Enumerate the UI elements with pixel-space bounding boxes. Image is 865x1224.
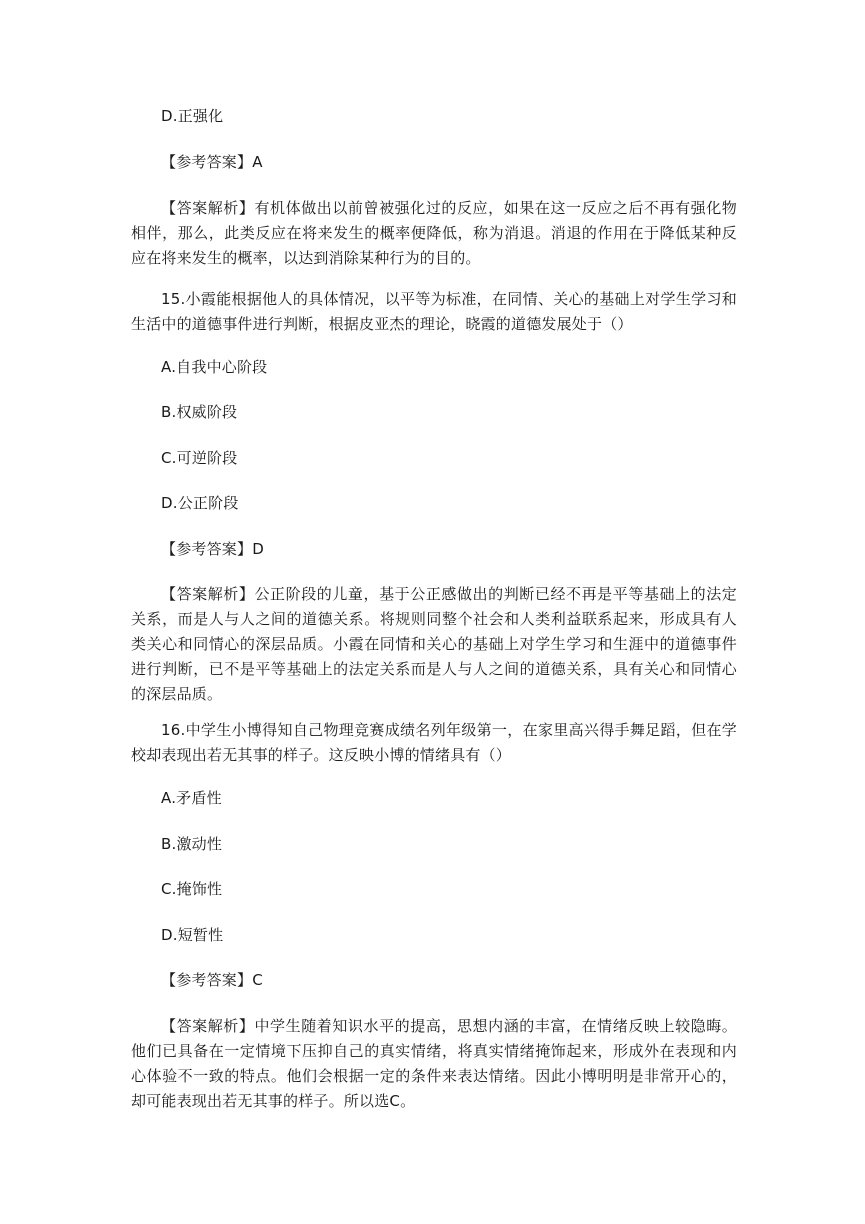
- question-16-option-b: B.激动性: [161, 835, 223, 853]
- answer-previous: 【参考答案】A: [161, 153, 263, 171]
- question-16-option-d: D.短暂性: [161, 926, 224, 944]
- question-15-option-b: B.权威阶段: [161, 403, 238, 421]
- question-15-stem: 15.小霞能根据他人的具体情况，以平等为标准，在同情、关心的基础上对学生学习和生活中的道德事件进行判断，根据皮亚杰的理论，晓霞的道德发展处于（）: [131, 290, 737, 333]
- question-16-analysis: 【答案解析】中学生随着知识水平的提高，思想内涵的丰富，在情绪反映上较隐晦。他们已具备在一定情境下压抑自己的真实情绪，将真实情绪掩饰起来，形成外在表现和内心体验不一致的特点。他们会根据一定的条件来表达情绪。因此小博明明是非常开心的，却可能表现出若无其事的样子。所以选C。: [131, 1017, 737, 1110]
- question-16-option-c: C.掩饰性: [161, 880, 223, 898]
- question-15-answer: 【参考答案】D: [161, 540, 264, 558]
- option-d-previous: D.正强化: [161, 107, 224, 125]
- question-15-option-c: C.可逆阶段: [161, 449, 238, 467]
- question-16-option-a: A.矛盾性: [161, 789, 222, 807]
- analysis-previous: 【答案解析】有机体做出以前曾被强化过的反应，如果在这一反应之后不再有强化物相伴，那么，此类反应在将来发生的概率便降低，称为消退。消退的作用在于降低某种反应在将来发生的概率，以达到消除某种行为的目的。: [131, 199, 737, 267]
- question-15-analysis: 【答案解析】公正阶段的儿童，基于公正感做出的判断已经不再是平等基础上的法定关系，而是人与人之间的道德关系。将规则同整个社会和人类利益联系起来，形成具有人类关心和同情心的深层品质。小霞在同情和关心的基础上对学生学习和生涯中的道德事件进行判断，已不是平等基础上的法定关系而是人与人之间的道德关系，具有关心和同情心的深层品质。: [131, 585, 737, 703]
- question-16-answer: 【参考答案】C: [161, 971, 263, 989]
- question-15-option-d: D.公正阶段: [161, 494, 239, 512]
- question-15-option-a: A.自我中心阶段: [161, 358, 268, 376]
- question-16-stem: 16.中学生小博得知自己物理竞赛成绩名列年级第一，在家里高兴得手舞足蹈，但在学校却表现出若无其事的样子。这反映小博的情绪具有（）: [131, 721, 737, 764]
